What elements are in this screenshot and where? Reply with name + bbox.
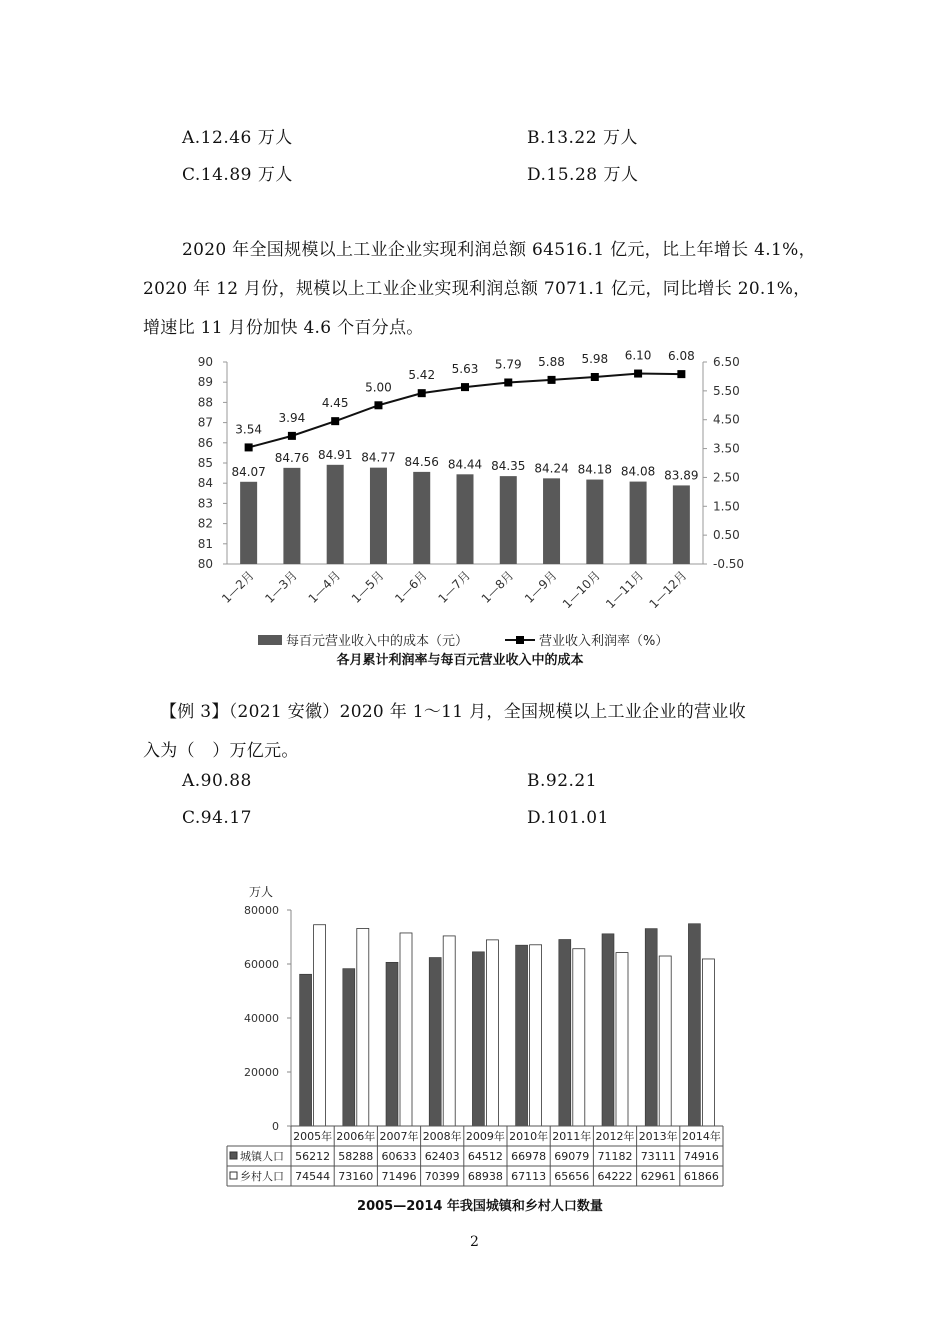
- option-b: B.13.22 万人: [527, 128, 638, 148]
- urban-value: 60633: [381, 1150, 417, 1163]
- left-tick-label: 89: [197, 375, 213, 390]
- rural-population-bar: [357, 928, 369, 1126]
- year-label: 2014年: [681, 1130, 721, 1143]
- cost-bar: [630, 482, 647, 564]
- cost-bar: [283, 468, 300, 564]
- legend-cost: 每百元营业收入中的成本（元）: [286, 634, 469, 649]
- population-chart: [225, 878, 735, 1218]
- y-axis-unit: 万人: [249, 885, 274, 899]
- cost-bar-label: 84.56: [404, 454, 439, 469]
- cost-bar: [370, 468, 387, 564]
- rural-value: 67113: [511, 1170, 547, 1183]
- x-tick-label: 1—12月: [646, 568, 690, 612]
- page-number: 2: [470, 1234, 479, 1250]
- x-tick-label: 1—7月: [435, 568, 474, 606]
- profit-rate-label: 5.98: [581, 352, 609, 367]
- legend-line-marker: [516, 636, 524, 644]
- urban-value: 69079: [554, 1150, 590, 1163]
- cost-bar: [457, 474, 474, 564]
- urban-value: 73111: [640, 1150, 676, 1163]
- urban-population-bar: [559, 939, 571, 1126]
- urban-population-bar: [343, 969, 355, 1126]
- rural-value: 70399: [424, 1170, 460, 1183]
- cost-bar: [327, 465, 344, 564]
- profit-rate-marker: [504, 378, 512, 386]
- rural-value: 61866: [683, 1170, 719, 1183]
- left-tick-label: 80: [197, 557, 213, 571]
- cost-bar: [500, 476, 517, 564]
- profit-rate-marker: [288, 432, 296, 440]
- right-tick-label: 4.50: [713, 412, 740, 427]
- profit-rate-label: 3.94: [278, 410, 306, 425]
- ex3-option-c: C.94.17: [182, 808, 252, 828]
- legend-urban: 城镇人口: [240, 1150, 284, 1163]
- option-c: C.14.89 万人: [182, 165, 293, 185]
- year-label: 2012年: [595, 1130, 635, 1143]
- right-tick-label: 5.50: [713, 383, 740, 398]
- cost-bar: [673, 485, 690, 564]
- urban-population-bar: [645, 929, 657, 1126]
- urban-population-bar: [386, 962, 398, 1126]
- cost-bar-label: 84.35: [491, 459, 526, 474]
- year-label: 2011年: [552, 1130, 592, 1143]
- cost-bar-label: 84.07: [231, 464, 266, 479]
- profit-rate-marker: [245, 443, 253, 451]
- right-tick-label: 1.50: [713, 499, 740, 514]
- rural-value: 74544: [295, 1170, 331, 1183]
- profit-rate-label: 6.10: [624, 348, 652, 363]
- right-tick-label: 6.50: [713, 355, 740, 369]
- profit-rate-marker: [591, 373, 599, 381]
- cost-bar-label: 84.76: [274, 450, 310, 465]
- rural-population-bar: [659, 956, 671, 1126]
- left-tick-label: 81: [197, 536, 213, 551]
- urban-value: 71182: [597, 1150, 633, 1163]
- urban-value: 66978: [511, 1150, 547, 1163]
- cost-bar: [586, 480, 603, 564]
- y-tick-label: 0: [272, 1120, 279, 1133]
- profit-rate-label: 5.88: [538, 354, 565, 369]
- right-tick-label: -0.50: [713, 557, 745, 571]
- example3-question-line-1: 【例 3】（2021 安徽）2020 年 1～11 月，全国规模以上工业企业的营业收: [160, 702, 746, 722]
- profit-rate-label: 6.08: [668, 349, 695, 364]
- profit-rate-marker: [374, 401, 382, 409]
- right-tick-label: 2.50: [713, 470, 740, 485]
- year-label: 2013年: [638, 1130, 678, 1143]
- profit-rate-marker: [548, 376, 556, 384]
- y-tick-label: 60000: [244, 958, 279, 971]
- urban-value: 58288: [338, 1150, 374, 1163]
- profit-rate-label: 5.63: [451, 362, 479, 377]
- x-tick-label: 1—5月: [348, 568, 387, 606]
- rural-population-bar: [400, 933, 412, 1126]
- cost-bar-label: 83.89: [664, 468, 699, 483]
- passage-line-3: 增速比 11 月份加快 4.6 个百分点。: [143, 318, 424, 338]
- cost-bar: [413, 472, 430, 564]
- cost-bar-label: 84.91: [318, 447, 353, 462]
- x-tick-label: 1—4月: [305, 568, 344, 606]
- x-tick-label: 1—9月: [521, 568, 560, 606]
- urban-value: 56212: [295, 1150, 331, 1163]
- cost-bar-label: 84.08: [620, 464, 656, 479]
- x-tick-label: 1—11月: [603, 568, 647, 612]
- year-label: 2005年: [293, 1130, 333, 1143]
- legend-urban-swatch: [230, 1152, 237, 1159]
- profit-rate-marker: [331, 417, 339, 425]
- ex3-option-a: A.90.88: [182, 771, 252, 791]
- x-tick-label: 1—8月: [478, 568, 517, 606]
- profit-rate-label: 5.00: [365, 380, 392, 395]
- left-tick-label: 83: [197, 496, 213, 511]
- profit-rate-label: 4.45: [321, 396, 349, 411]
- y-tick-label: 80000: [244, 904, 279, 917]
- rural-value: 65656: [554, 1170, 590, 1183]
- urban-population-bar: [429, 958, 441, 1126]
- cost-bar-label: 84.24: [534, 461, 569, 476]
- rural-population-bar: [443, 936, 455, 1126]
- urban-population-bar: [516, 945, 528, 1126]
- urban-population-bar: [300, 974, 312, 1126]
- legend-profit-rate: 营业收入利润率（%）: [539, 634, 669, 649]
- cost-bar: [240, 482, 257, 564]
- rural-population-bar: [314, 925, 326, 1126]
- cost-bar: [543, 478, 560, 564]
- urban-population-bar: [472, 952, 484, 1126]
- rural-value: 62961: [640, 1170, 676, 1183]
- left-tick-label: 82: [197, 516, 213, 531]
- y-tick-label: 20000: [244, 1066, 279, 1079]
- left-tick-label: 88: [197, 395, 213, 410]
- urban-population-bar: [688, 924, 700, 1126]
- year-label: 2007年: [379, 1130, 419, 1143]
- left-tick-label: 84: [197, 476, 213, 491]
- year-label: 2006年: [336, 1130, 376, 1143]
- rural-value: 73160: [338, 1170, 374, 1183]
- profit-rate-marker: [677, 370, 685, 378]
- cost-bar-label: 84.44: [447, 457, 483, 472]
- rural-population-bar: [530, 945, 542, 1126]
- cost-bar-label: 84.18: [577, 462, 612, 477]
- urban-population-bar: [602, 934, 614, 1126]
- rural-value: 71496: [381, 1170, 417, 1183]
- urban-value: 62403: [424, 1150, 460, 1163]
- year-label: 2008年: [422, 1130, 462, 1143]
- right-tick-label: 0.50: [713, 528, 740, 543]
- profit-rate-label: 5.79: [494, 357, 522, 372]
- ex3-option-d: D.101.01: [527, 808, 609, 828]
- urban-value: 64512: [467, 1150, 503, 1163]
- left-tick-label: 90: [197, 355, 213, 369]
- passage-line-1: 2020 年全国规模以上工业企业实现利润总额 64516.1 亿元，比上年增长 4.1%，: [182, 240, 816, 260]
- year-label: 2009年: [465, 1130, 505, 1143]
- legend-rural: 乡村人口: [240, 1170, 284, 1183]
- right-tick-label: 3.50: [713, 441, 740, 456]
- rural-value: 64222: [597, 1170, 633, 1183]
- x-tick-label: 1—3月: [262, 568, 301, 606]
- rural-population-bar: [616, 953, 628, 1126]
- passage-line-2: 2020 年 12 月份，规模以上工业企业实现利润总额 7071.1 亿元，同比增长 20.1%，: [143, 279, 811, 299]
- x-tick-label: 1—6月: [392, 568, 430, 606]
- chart-title: 2005—2014 年我国城镇和乡村人口数量: [357, 1199, 603, 1214]
- year-label: 2010年: [509, 1130, 549, 1143]
- profit-rate-marker: [634, 370, 642, 378]
- left-tick-label: 86: [197, 435, 213, 450]
- rural-population-bar: [702, 959, 714, 1126]
- legend-rural-swatch: [230, 1172, 237, 1179]
- ex3-option-b: B.92.21: [527, 771, 598, 791]
- legend-bar-swatch: [258, 635, 282, 645]
- cost-bar-label: 84.77: [361, 450, 396, 465]
- chart-title: 各月累计利润率与每百元营业收入中的成本: [336, 653, 584, 668]
- x-tick-label: 1—2月: [219, 568, 257, 606]
- y-tick-label: 40000: [244, 1012, 279, 1025]
- urban-value: 74916: [683, 1150, 719, 1163]
- x-tick-label: 1—10月: [559, 568, 603, 612]
- profit-rate-label: 5.42: [408, 368, 436, 383]
- profit-cost-chart: [140, 348, 780, 668]
- rural-population-bar: [486, 940, 498, 1126]
- left-tick-label: 87: [197, 415, 213, 430]
- rural-value: 68938: [467, 1170, 503, 1183]
- profit-rate-marker: [461, 383, 469, 391]
- option-a: A.12.46 万人: [182, 128, 293, 148]
- profit-rate-label: 3.54: [235, 422, 262, 437]
- rural-population-bar: [573, 949, 585, 1126]
- example3-question-line-2: 入为（ ）万亿元。: [143, 741, 299, 761]
- profit-rate-marker: [418, 389, 426, 397]
- left-tick-label: 85: [197, 456, 213, 470]
- option-d: D.15.28 万人: [527, 165, 639, 185]
